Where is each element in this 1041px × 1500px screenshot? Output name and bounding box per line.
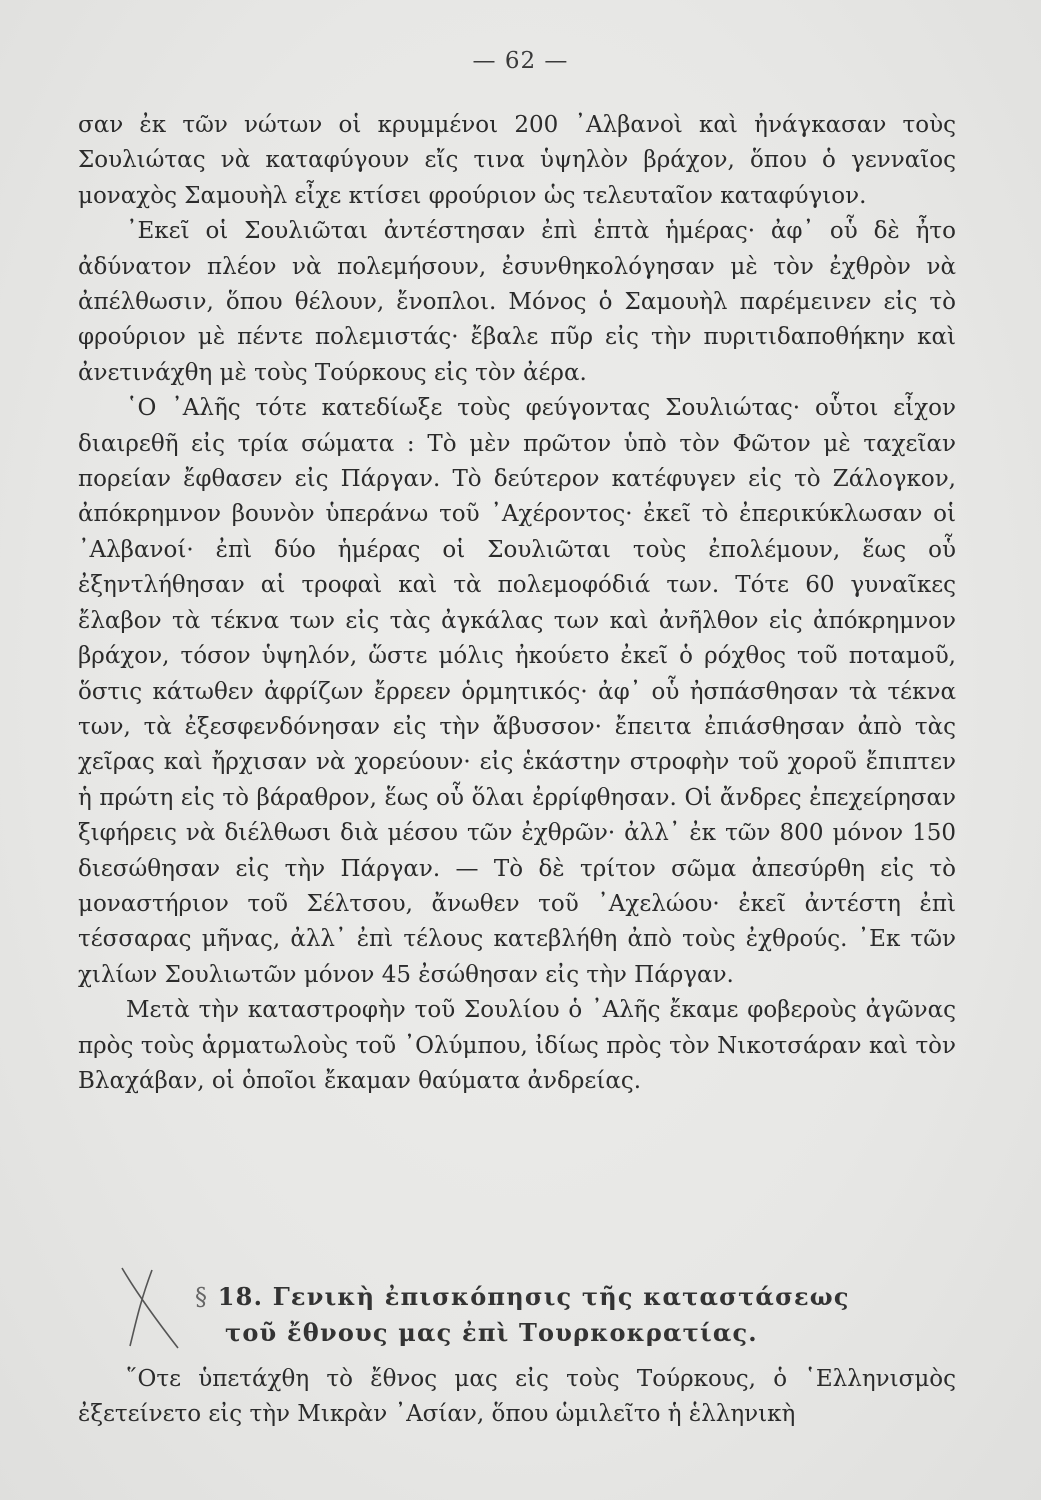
body-text-top [78, 108, 956, 1099]
section-mark: § [195, 1283, 209, 1311]
paragraph-after-souli: Μετὰ τὴν καταστροφὴν τοῦ Σουλίου ὁ ᾿Αλῆς ἔκαμε φοβεροὺς ἀγῶνας πρὸς τοὺς ἁρματωλοὺς τοῦ ᾿Ολύμπου, ἰδίως πρὸς τὸν Νικοτσάραν καὶ τὸν Βλαχάβαν, οἱ ὁποῖοι ἔκαμαν θαύματα ἀνδρείας. [78, 997, 956, 1094]
paragraph-ali-pursuit: ῾Ο ᾿Αλῆς τότε κατεδίωξε τοὺς φεύγοντας Σουλιώτας· οὗτοι εἶχον διαιρεθῆ εἰς τρία σώματα : Τὸ μὲν πρῶτον ὑπὸ τὸν Φῶτον μὲ ταχεῖαν πορείαν ἔφθασεν εἰς Πάργαν. Τὸ δεύτερον κατέφυγεν εἰς τὸ Ζάλογκον, ἀπόκρημνον βουνὸν ὑπεράνω τοῦ ᾿Αχέροντος· ἐκεῖ τὸ ἐπερικύκλωσαν οἱ ᾿Αλβανοί· ἐπὶ δύο ἡμέρας οἱ Σουλιῶται τοὺς ἐπολέμουν, ἕως οὗ ἐξηντλήθησαν αἱ τροφαὶ καὶ τὰ πολεμοφόδιά των. Τότε 60 γυναῖκες ἔλαβον τὰ τέκνα των εἰς τὰς ἀγκάλας των καὶ ἀνῆλθον εἰς ἀπόκρημνον βράχον, τόσον ὑψηλόν, ὥστε μόλις ἠκούετο ἐκεῖ ὁ ρόχθος τοῦ ποταμοῦ, ὅστις κάτωθεν ἀφρίζων ἔρρεεν ὁρμητικός· ἀφ᾿ οὗ ἠσπάσθησαν τὰ τέκνα των, τὰ ἐξεσφενδόνησαν εἰς τὴν ἄβυσσον· ἔπειτα ἐπιάσθησαν ἀπὸ τὰς χεῖρας καὶ ἤρχισαν νὰ χορεύουν· εἰς ἑκάστην στροφὴν τοῦ χοροῦ ἔπιπτεν ἡ πρώτη εἰς τὸ βάραθρον, ἕως οὗ ὅλαι ἐρρίφθησαν. Οἱ ἄνδρες ἐπεχείρησαν ξιφήρεις νὰ διέλθωσι διὰ μέσου τῶν ἐχθρῶν· ἀλλ᾿ ἐκ τῶν 800 μόνον 150 διεσώθησαν εἰς τὴν Πάργαν. — Τὸ δὲ τρίτον σῶμα ἀπεσύρθη εἰς τὸ μοναστήριον τοῦ Σέλτσου, ἄνωθεν τοῦ ᾿Αχελώου· ἐκεῖ ἀντέστη ἐπὶ τέσσαρας μῆνας, ἀλλ᾿ ἐπὶ τέλους κατεβλήθη ἀπὸ τοὺς ἐχθρούς. ᾿Εκ τῶν χιλίων Σουλιωτῶν μόνον 45 ἐσώθησαν εἰς τὴν Πάργαν. [78, 395, 956, 988]
paragraph-samuel: ᾿Εκεῖ οἱ Σουλιῶται ἀντέστησαν ἐπὶ ἑπτὰ ἡμέρας· ἀφ᾿ οὗ δὲ ἦτο ἀδύνατον πλέον νὰ πολεμήσουν, ἐσυνθηκολόγησαν μὲ τὸν ἐχθρὸν νὰ ἀπέλθωσιν, ὅπου θέλουν, ἔνοπλοι. Μόνος ὁ Σαμουὴλ παρέμεινεν εἰς τὸ φρούριον μὲ πέντε πολεμιστάς· ἔβαλε πῦρ εἰς τὴν πυριτιδαποθήκην καὶ ἀνετινάχθη μὲ τοὺς Τούρκους εἰς τὸν ἀέρα. [78, 218, 956, 386]
section-title-line1: Γενικὴ ἐπισκόπησις τῆς καταστάσεως [272, 1282, 850, 1311]
handwritten-x-mark [116, 1262, 186, 1352]
paragraph-continuation: σαν ἐκ τῶν νώτων οἱ κρυμμένοι 200 ᾿Αλβανοὶ καὶ ἠνάγκασαν τοὺς Σουλιώτας νὰ καταφύγουν εἴς τινα ὑψηλὸν βράχον, ὅπου ὁ γενναῖος μοναχὸς Σαμουὴλ εἶχε κτίσει φρούριον ὡς τελευταῖον καταφύγιον. [78, 112, 956, 209]
section-number: 18. [217, 1282, 264, 1311]
section-title-line2: τοῦ ἔθνους μας ἐπὶ Τουρκοκρατίας. [225, 1318, 758, 1347]
section-heading [195, 1279, 915, 1351]
page-number: — 62 — [472, 48, 569, 74]
paragraph-hellenism: ῞Οτε ὑπετάχθη τὸ ἔθνος μας εἰς τοὺς Τούρκους, ὁ ῾Ελληνισμὸς ἐξετείνετο εἰς τὴν Μικρὰν ᾿Ασίαν, ὅπου ὡμιλεῖτο ἡ ἑλληνικὴ [78, 1366, 956, 1428]
body-text-bottom [78, 1362, 956, 1433]
